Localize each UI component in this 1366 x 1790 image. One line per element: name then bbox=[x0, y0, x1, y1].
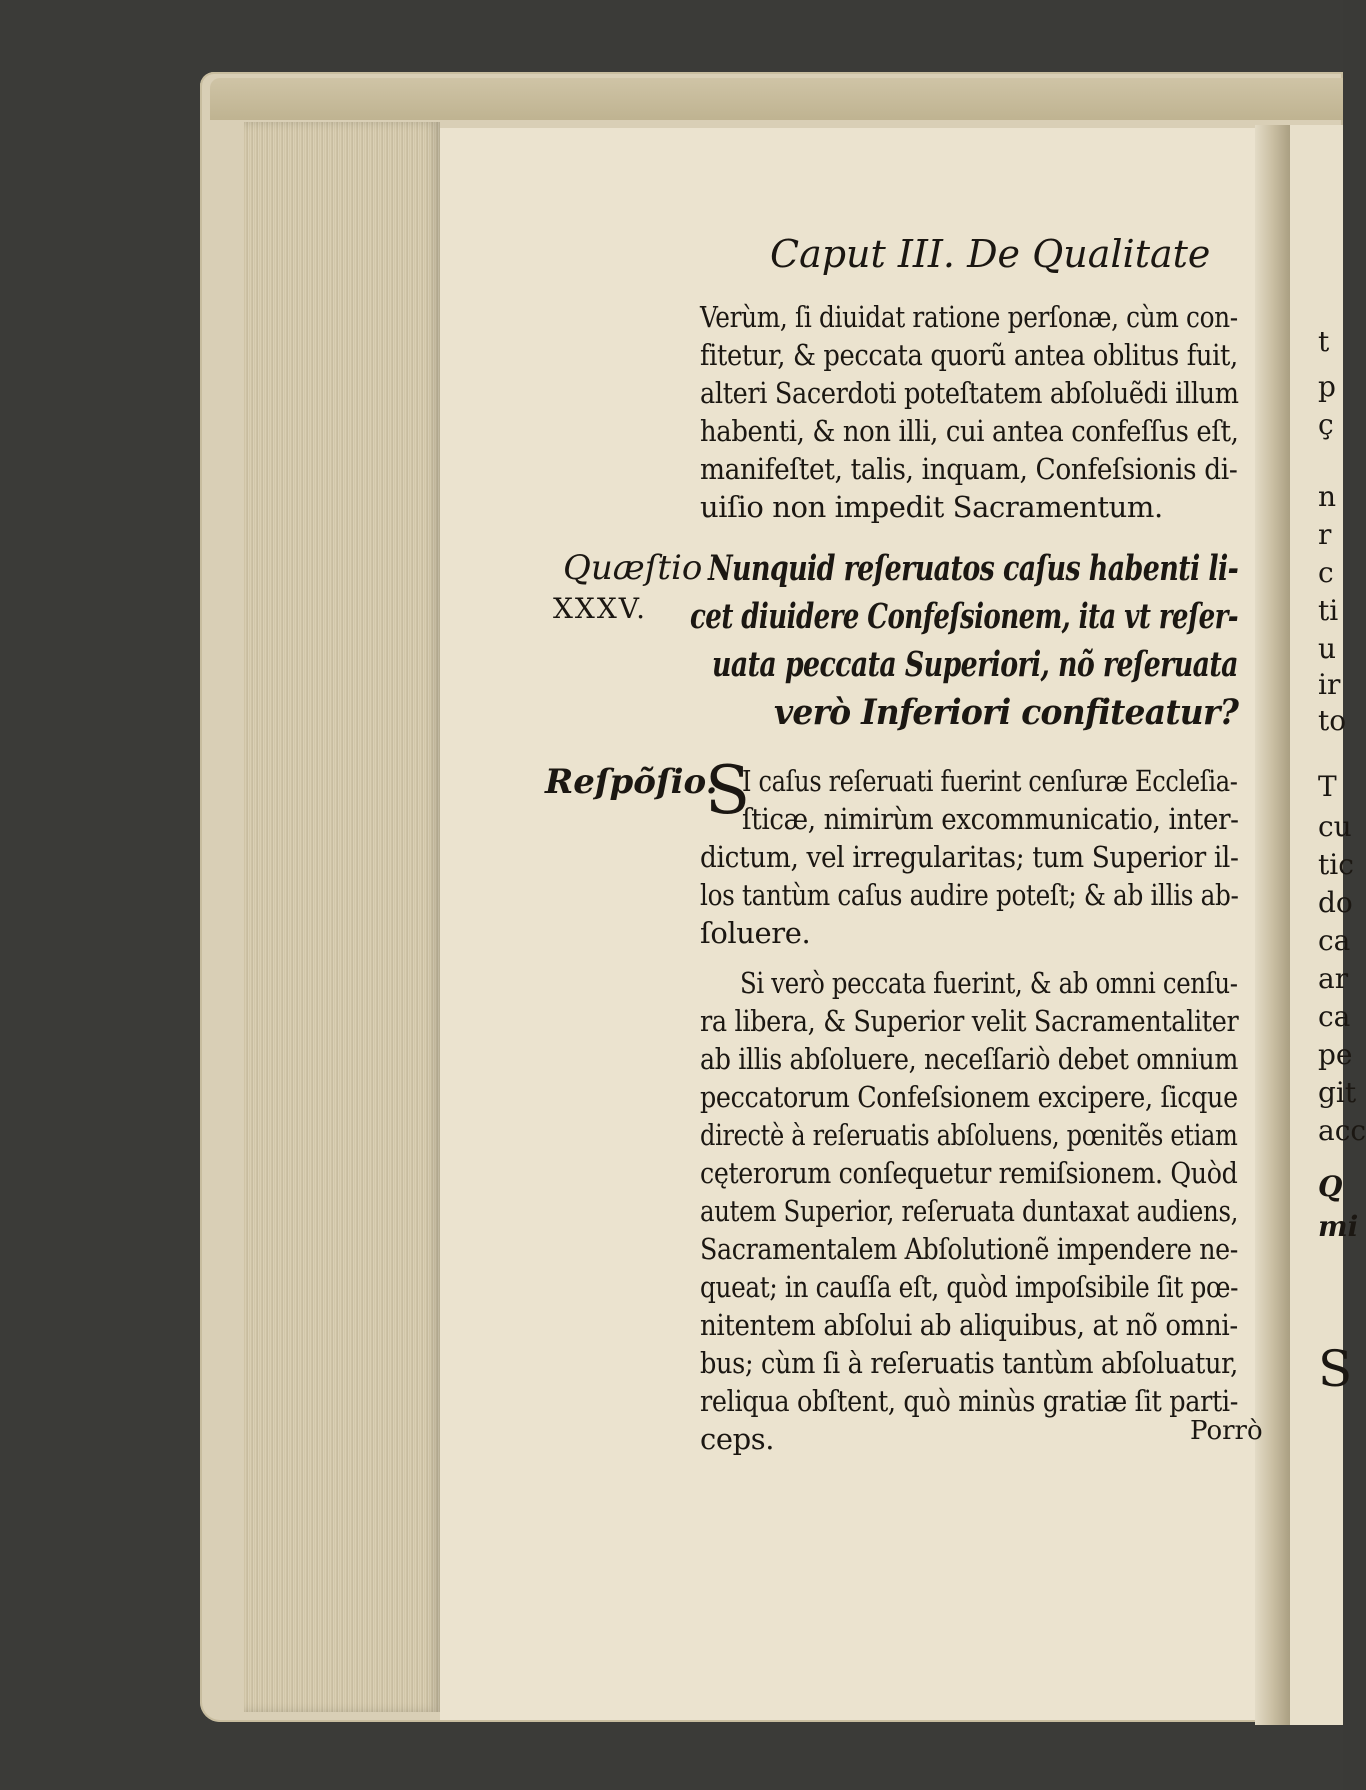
text-line: nitentem abſolui ab aliquibus, at nõ omni- bbox=[700, 1308, 1238, 1342]
question-line: Nunquid reſeruatos caſus habenti li- bbox=[708, 548, 1239, 589]
fragment: p bbox=[1318, 370, 1336, 403]
text-line: dictum, vel irregularitas; tum Superior il- bbox=[700, 840, 1239, 874]
text-line: Sacramentalem Abſolutionẽ impendere ne- bbox=[700, 1232, 1239, 1266]
drop-cap: S bbox=[705, 752, 751, 829]
fragment: T bbox=[1318, 770, 1337, 803]
text-line: reliqua obſtent, quò minùs gratiæ ſit parti- bbox=[700, 1384, 1239, 1418]
text-line: ab illis abſoluere, neceſſariò debet omnium bbox=[700, 1042, 1238, 1076]
text-line: fitetur, & peccata quorũ antea oblitus fuit, bbox=[700, 338, 1238, 372]
response-label: Reſpõſio. bbox=[545, 762, 718, 802]
text-line: queat; in cauſſa eſt, quòd impoſsibile ſit pœ- bbox=[700, 1270, 1239, 1304]
text-line: autem Superior, reſeruata duntaxat audiens, bbox=[700, 1194, 1239, 1228]
fragment: ar bbox=[1318, 962, 1349, 995]
fragment: r bbox=[1318, 518, 1332, 551]
page-edges bbox=[244, 122, 440, 1712]
question-number: XXXV. bbox=[553, 592, 648, 625]
fragment: do bbox=[1318, 886, 1353, 919]
fragment: git bbox=[1318, 1076, 1357, 1109]
fragment: c bbox=[1318, 556, 1334, 589]
text-line: habenti, & non illi, cui antea confeſſus eſt, bbox=[700, 414, 1239, 448]
text-line: manifeſtet, talis, inquam, Confeſsionis di- bbox=[700, 452, 1238, 486]
text-line: alteri Sacerdoti poteſtatem abſoluẽdi illum bbox=[700, 376, 1239, 410]
text-line: peccatorum Confeſsionem excipere, ſicque bbox=[700, 1080, 1238, 1114]
catchword: Porrò bbox=[1190, 1416, 1263, 1446]
fragment: ti bbox=[1318, 594, 1339, 627]
text-line: uiſio non impedit Sacramentum. bbox=[700, 490, 1163, 524]
text-line: ra libera, & Superior velit Sacramentaliter bbox=[700, 1004, 1239, 1038]
fragment: ca bbox=[1318, 1000, 1351, 1033]
fragment: cu bbox=[1318, 810, 1352, 843]
book-top-edge bbox=[210, 78, 1343, 120]
fragment: ç bbox=[1318, 408, 1334, 441]
fragment: Q bbox=[1318, 1170, 1343, 1203]
text-line: ſticæ, nimirùm excommunicatio, inter- bbox=[742, 802, 1239, 836]
text-line: ſoluere. bbox=[700, 916, 811, 950]
fragment: to bbox=[1318, 704, 1347, 737]
fragment: acc bbox=[1318, 1114, 1366, 1147]
fragment: ir bbox=[1318, 668, 1341, 701]
fragment: n bbox=[1318, 480, 1337, 513]
fragment: ca bbox=[1318, 924, 1351, 957]
text-line: los tantùm caſus audire poteſt; & ab illis ab- bbox=[700, 878, 1239, 912]
running-header: Caput III. De Qualitate bbox=[770, 232, 1211, 276]
text-line: Si verò peccata fuerint, & ab omni cenſu- bbox=[740, 966, 1238, 1000]
gutter bbox=[1255, 125, 1291, 1725]
question-line: verò Inferiori confiteatur? bbox=[774, 692, 1239, 733]
fragment: u bbox=[1318, 632, 1337, 665]
fragment: S bbox=[1318, 1340, 1353, 1398]
text-line: bus; cùm ſi à reſeruatis tantùm abſoluatur, bbox=[700, 1346, 1238, 1380]
fragment: mi bbox=[1318, 1210, 1359, 1243]
text-line: ceps. bbox=[700, 1422, 775, 1456]
text-line: directè à reſeruatis abſoluens, pœnitẽs etiam bbox=[700, 1118, 1238, 1152]
text-line: I caſus reſeruati fuerint cenſuræ Eccleſia- bbox=[742, 764, 1238, 798]
text-line: Verùm, ſi diuidat ratione perſonæ, cùm con- bbox=[700, 300, 1238, 334]
text-line: cęterorum conſequetur remiſsionem. Quòd bbox=[700, 1156, 1238, 1190]
question-line: cet diuidere Confeſsionem, ita vt reſer- bbox=[690, 596, 1239, 637]
question-label: Quæſtio bbox=[563, 548, 703, 588]
fragment: t bbox=[1318, 325, 1330, 358]
fragment: tic bbox=[1318, 848, 1354, 881]
fragment: pe bbox=[1318, 1038, 1353, 1071]
question-line: uata peccata Superiori, nõ reſeruata bbox=[712, 644, 1238, 685]
